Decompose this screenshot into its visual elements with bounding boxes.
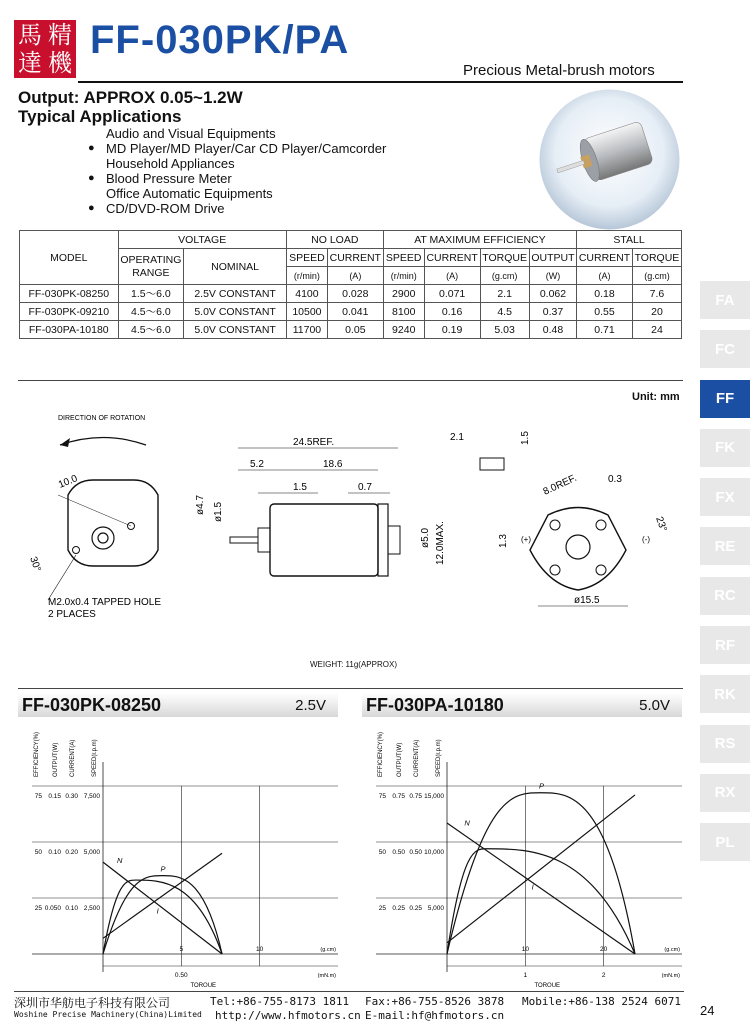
spec-cell: 0.16 bbox=[424, 303, 480, 321]
page-number: 24 bbox=[700, 1003, 715, 1018]
y-tick-label: 0.25 bbox=[409, 905, 422, 912]
footer-mobile: Mobile:+86-138 2524 6071 bbox=[522, 995, 681, 1008]
series-line-I bbox=[447, 795, 635, 943]
series-line-N bbox=[447, 823, 635, 954]
series-label: N bbox=[116, 855, 123, 865]
sidebar-tab-rk[interactable]: RK bbox=[700, 675, 750, 713]
spec-row bbox=[20, 321, 682, 339]
dim-24-5ref: 24.5REF. bbox=[293, 437, 335, 448]
y-tick-label: 0.50 bbox=[409, 849, 422, 856]
spec-cell: 9240 bbox=[383, 321, 424, 339]
series-label: I bbox=[156, 906, 159, 916]
spec-cell: 4100 bbox=[286, 285, 327, 303]
dim-10: 10.0 bbox=[57, 473, 80, 491]
y-axis-label: OUTPUT(W) bbox=[53, 742, 59, 777]
spec-cell: 20 bbox=[632, 303, 681, 321]
y-tick-label: 0.050 bbox=[44, 905, 61, 912]
logo-char: 達 bbox=[18, 49, 42, 77]
series-line-η bbox=[447, 849, 635, 954]
sidebar-tab-fx[interactable]: FX bbox=[700, 478, 750, 516]
x-tick-label: 1 bbox=[523, 972, 528, 979]
tapped-hole-places: 2 PLACES bbox=[48, 609, 96, 620]
x-unit-label: (g.cm) bbox=[320, 947, 336, 953]
y-tick-label: 0.50 bbox=[392, 849, 405, 856]
y-axis-label: SPEED(r.p.m) bbox=[92, 739, 98, 777]
y-tick-label: 0.25 bbox=[392, 905, 405, 912]
spec-cell: 5.03 bbox=[480, 321, 529, 339]
dimension-drawing bbox=[18, 400, 683, 670]
spec-cell: 0.028 bbox=[327, 285, 383, 303]
header-current: CURRENT bbox=[577, 249, 633, 267]
chart-model-right: FF-030PA-10180 bbox=[366, 694, 504, 715]
spec-cell: 1.5～6.0 bbox=[118, 285, 184, 303]
chart-header-left bbox=[18, 693, 338, 717]
sidebar-tab-rs[interactable]: RS bbox=[700, 725, 750, 763]
dim-8-0ref: 8.0REF. bbox=[541, 472, 579, 498]
y-tick-label: 0.15 bbox=[48, 793, 61, 800]
spec-cell: 0.041 bbox=[327, 303, 383, 321]
series-index-sidebar bbox=[700, 281, 750, 873]
model-cell: FF-030PK-09210 bbox=[20, 303, 119, 321]
series-label: I bbox=[531, 882, 534, 892]
end-view-outline bbox=[68, 480, 158, 566]
y-tick-label: 25 bbox=[34, 905, 42, 912]
performance-chart-left bbox=[18, 722, 340, 987]
spec-cell: 4.5 bbox=[480, 303, 529, 321]
y-axis-label: CURRENT(A) bbox=[70, 739, 76, 777]
sidebar-tab-rx[interactable]: RX bbox=[700, 774, 750, 812]
header-torque: TORQUE bbox=[480, 249, 529, 267]
x-tick-label: 0.50 bbox=[174, 972, 188, 979]
unit-label: Unit: mm bbox=[632, 391, 680, 403]
header-model: MODEL bbox=[20, 231, 119, 285]
section-divider bbox=[18, 688, 683, 689]
arrow-head bbox=[60, 438, 70, 447]
unit-w: (W) bbox=[529, 267, 576, 285]
series-label: N bbox=[464, 818, 470, 828]
unit-a: (A) bbox=[577, 267, 633, 285]
y-axis-label: EFFICIENCY(%) bbox=[378, 732, 384, 777]
sidebar-tab-ff[interactable]: FF bbox=[700, 380, 750, 418]
applications-heading: Typical Applications bbox=[18, 107, 182, 126]
performance-chart-right bbox=[362, 722, 684, 987]
applications-list bbox=[88, 126, 386, 216]
spec-cell: 24 bbox=[632, 321, 681, 339]
spec-cell: 0.05 bbox=[327, 321, 383, 339]
application-item: ● CD/DVD-ROM Drive bbox=[88, 201, 386, 216]
dim-d1-5: ø1.5 bbox=[213, 501, 224, 522]
footer-website-link[interactable]: http://www.hfmotors.cn bbox=[215, 1009, 361, 1022]
dim-12-0max: 12.0MAX. bbox=[435, 521, 446, 565]
unit-gcm: (g.cm) bbox=[632, 267, 681, 285]
motor-photo bbox=[538, 88, 681, 231]
page-title: FF-030PK/PA bbox=[90, 18, 350, 62]
x-axis-label: TORQUE bbox=[534, 983, 561, 987]
sidebar-tab-re[interactable]: RE bbox=[700, 527, 750, 565]
series-label: P bbox=[160, 864, 166, 874]
y-tick-label: 0.75 bbox=[409, 793, 422, 800]
header-max-efficiency: AT MAXIMUM EFFICIENCY bbox=[383, 231, 576, 249]
dim-5-2: 5.2 bbox=[250, 459, 264, 470]
chart-voltage-left: 2.5V bbox=[295, 696, 326, 714]
spec-cell: 0.19 bbox=[424, 321, 480, 339]
y-axis-label: CURRENT(A) bbox=[414, 739, 420, 777]
dim-d15-5: ø15.5 bbox=[574, 595, 600, 606]
x-tick-label: 10 bbox=[521, 946, 529, 953]
spec-cell: 2.1 bbox=[480, 285, 529, 303]
rotation-arrow bbox=[60, 438, 146, 446]
footer-email-link[interactable]: E-mail:hf@hfmotors.cn bbox=[365, 1009, 505, 1022]
x-tick-label: 5 bbox=[179, 946, 184, 953]
y-tick-label: 2,500 bbox=[83, 905, 100, 912]
terminal-end-outline bbox=[530, 508, 626, 591]
dim-1-5: 1.5 bbox=[293, 482, 307, 493]
y-tick-label: 75 bbox=[34, 793, 42, 800]
spec-cell: 0.18 bbox=[577, 285, 633, 303]
spec-cell: 7.6 bbox=[632, 285, 681, 303]
header-speed: SPEED bbox=[286, 249, 327, 267]
dim-0-7: 0.7 bbox=[358, 482, 372, 493]
y-axis-label: SPEED(r.p.m) bbox=[436, 739, 442, 777]
title-divider bbox=[78, 81, 683, 83]
dim-1-3: 1.3 bbox=[498, 534, 509, 548]
footer-divider bbox=[14, 991, 684, 992]
logo-char: 馬 bbox=[18, 21, 42, 49]
spec-cell: 5.0V CONSTANT bbox=[184, 321, 287, 339]
spec-cell: 4.5～6.0 bbox=[118, 321, 184, 339]
y-tick-label: 5,000 bbox=[427, 905, 444, 912]
x-unit-label: (mN.m) bbox=[661, 973, 680, 979]
x-tick-label: 20 bbox=[600, 946, 608, 953]
logo-char: 精 bbox=[48, 21, 72, 49]
sidebar-tab-fc[interactable]: FC bbox=[700, 330, 750, 368]
spec-cell: 0.55 bbox=[577, 303, 633, 321]
sidebar-tab-fk[interactable]: FK bbox=[700, 429, 750, 467]
spec-table bbox=[19, 230, 682, 339]
logo-char: 機 bbox=[48, 49, 72, 77]
spec-cell: 2900 bbox=[383, 285, 424, 303]
header-operating-range: OPERATING RANGE bbox=[118, 249, 184, 285]
motor-body-side bbox=[270, 504, 378, 576]
y-tick-label: 15,000 bbox=[424, 793, 444, 800]
footer-fax: Fax:+86-755-8526 3878 bbox=[365, 995, 505, 1008]
x-tick-label: 2 bbox=[601, 972, 606, 979]
header-stall: STALL bbox=[577, 231, 682, 249]
spec-cell: 8100 bbox=[383, 303, 424, 321]
y-axis-label: EFFICIENCY(%) bbox=[34, 732, 40, 777]
application-item: Audio and Visual Equipments bbox=[106, 126, 276, 141]
y-tick-label: 75 bbox=[378, 793, 386, 800]
application-item: ● Blood Pressure Meter bbox=[88, 171, 386, 186]
y-tick-label: 0.10 bbox=[65, 905, 78, 912]
spec-cell: 0.48 bbox=[529, 321, 576, 339]
spec-row bbox=[20, 303, 682, 321]
unit-gcm: (g.cm) bbox=[480, 267, 529, 285]
sidebar-tab-rc[interactable]: RC bbox=[700, 577, 750, 615]
direction-label: DIRECTION OF ROTATION bbox=[58, 415, 146, 422]
model-cell: FF-030PK-08250 bbox=[20, 285, 119, 303]
header-torque: TORQUE bbox=[632, 249, 681, 267]
unit-rmin: (r/min) bbox=[383, 267, 424, 285]
sidebar-tab-rf[interactable]: RF bbox=[700, 626, 750, 664]
chart-header-right bbox=[362, 693, 682, 717]
application-item: ● MD Player/MD Player/Car CD Player/Camcorder bbox=[88, 141, 386, 156]
dim-30deg: 30° bbox=[27, 555, 43, 574]
model-cell: FF-030PA-10180 bbox=[20, 321, 119, 339]
weight-note: WEIGHT: 11g(APPROX) bbox=[310, 660, 397, 669]
y-tick-label: 50 bbox=[378, 849, 386, 856]
y-tick-label: 5,000 bbox=[83, 849, 100, 856]
spec-cell: 2.5V CONSTANT bbox=[184, 285, 287, 303]
dim-18-6: 18.6 bbox=[323, 459, 343, 470]
y-tick-label: 0.30 bbox=[65, 793, 78, 800]
spec-cell: 11700 bbox=[286, 321, 327, 339]
y-tick-label: 0.75 bbox=[392, 793, 405, 800]
spec-cell: 0.071 bbox=[424, 285, 480, 303]
dim-d5-0: ø5.0 bbox=[420, 527, 431, 548]
output-rating: Output: APPROX 0.05~1.2W bbox=[18, 88, 243, 107]
spec-cell: 4.5～6.0 bbox=[118, 303, 184, 321]
spec-cell: 10500 bbox=[286, 303, 327, 321]
x-unit-label: (g.cm) bbox=[664, 947, 680, 953]
header-output: OUTPUT bbox=[529, 249, 576, 267]
spec-row bbox=[20, 285, 682, 303]
spec-cell: 5.0V CONSTANT bbox=[184, 303, 287, 321]
dim-2-1: 2.1 bbox=[450, 432, 464, 443]
spec-cell: 0.062 bbox=[529, 285, 576, 303]
series-line-η bbox=[103, 880, 222, 954]
x-axis-label: TORQUE bbox=[190, 983, 217, 987]
y-tick-label: 7,500 bbox=[83, 793, 100, 800]
application-item: Household Appliances bbox=[106, 156, 235, 171]
application-item: Office Automatic Equipments bbox=[106, 186, 273, 201]
sidebar-tab-fa[interactable]: FA bbox=[700, 281, 750, 319]
header-nominal: NOMINAL bbox=[184, 249, 287, 285]
unit-a: (A) bbox=[424, 267, 480, 285]
y-tick-label: 0.20 bbox=[65, 849, 78, 856]
sidebar-tab-pl[interactable]: PL bbox=[700, 823, 750, 861]
unit-a: (A) bbox=[327, 267, 383, 285]
dim-1-5b: 1.5 bbox=[520, 431, 531, 445]
x-unit-label: (mN.m) bbox=[317, 973, 336, 979]
tapped-hole-note: M2.0x0.4 TAPPED HOLE bbox=[48, 597, 162, 608]
terminal-plus: (+) bbox=[521, 535, 531, 544]
dim-23deg: 23° bbox=[653, 515, 669, 534]
y-tick-label: 0.10 bbox=[48, 849, 61, 856]
header-no-load: NO LOAD bbox=[286, 231, 383, 249]
spec-cell: 0.71 bbox=[577, 321, 633, 339]
chart-voltage-right: 5.0V bbox=[639, 696, 670, 714]
header-speed: SPEED bbox=[383, 249, 424, 267]
header-voltage: VOLTAGE bbox=[118, 231, 286, 249]
series-label: P bbox=[539, 781, 545, 791]
y-tick-label: 50 bbox=[34, 849, 42, 856]
footer-tel: Tel:+86-755-8173 1811 bbox=[210, 995, 350, 1008]
y-axis-label: OUTPUT(W) bbox=[397, 742, 403, 777]
unit-rmin: (r/min) bbox=[286, 267, 327, 285]
header-current: CURRENT bbox=[424, 249, 480, 267]
y-tick-label: 10,000 bbox=[424, 849, 444, 856]
dim-0-3: 0.3 bbox=[608, 474, 622, 485]
header-current: CURRENT bbox=[327, 249, 383, 267]
spec-cell: 0.37 bbox=[529, 303, 576, 321]
x-tick-label: 10 bbox=[256, 946, 264, 953]
company-logo bbox=[14, 20, 76, 78]
company-name-en: Woshine Precise Machinery(China)Limited bbox=[14, 1010, 202, 1019]
section-divider bbox=[18, 380, 683, 381]
company-name-cn: 深圳市华舫电子科技有限公司 bbox=[14, 996, 171, 1010]
y-tick-label: 25 bbox=[378, 905, 386, 912]
chart-model-left: FF-030PK-08250 bbox=[22, 694, 162, 715]
page-subtitle: Precious Metal-brush motors bbox=[463, 62, 655, 79]
terminal-minus: (-) bbox=[642, 535, 650, 544]
dim-d4-7: ø4.7 bbox=[195, 494, 206, 515]
